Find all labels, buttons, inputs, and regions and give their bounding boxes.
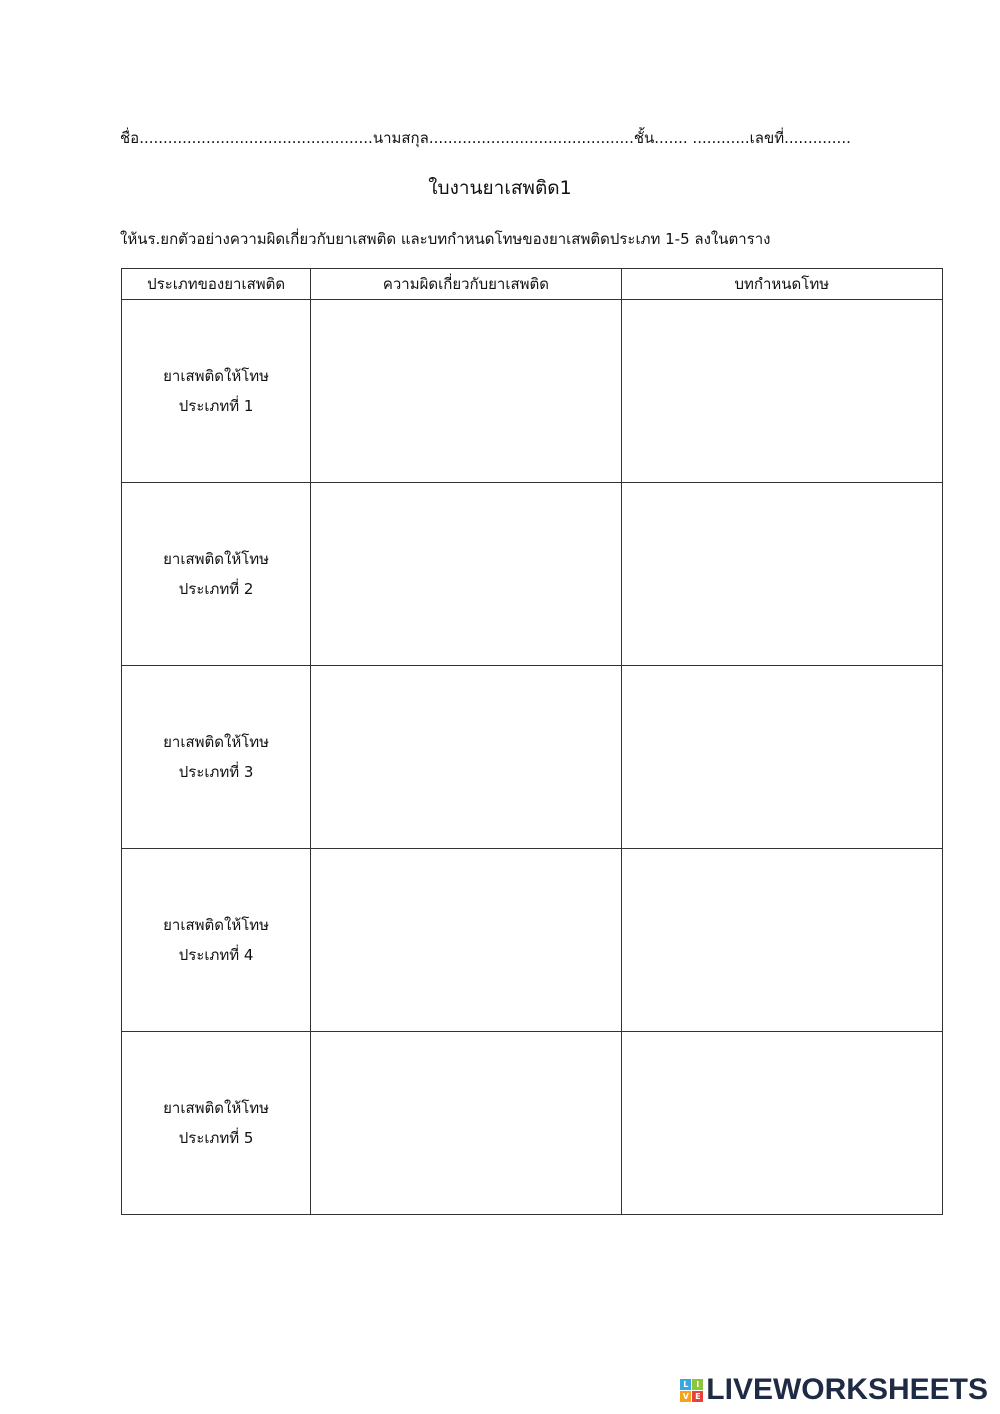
offense-answer-cell[interactable] xyxy=(311,849,621,1032)
penalty-answer-cell[interactable] xyxy=(621,300,942,483)
header-drug-type: ประเภทของยาเสพติด xyxy=(122,269,311,300)
drug-type-label: ยาเสพติดให้โทษ xyxy=(163,916,270,934)
badge-letter: L xyxy=(680,1379,691,1390)
drug-type-cell xyxy=(122,483,311,666)
drug-category-label: ประเภทที่ 3 xyxy=(178,763,254,781)
page-title: ใบงานยาเสพติด1 xyxy=(428,177,572,199)
drug-type-label: ยาเสพติดให้โทษ xyxy=(163,1099,270,1117)
table-row xyxy=(122,849,943,1032)
drug-category-label: ประเภทที่ 1 xyxy=(178,397,254,415)
logo-wordmark: LIVEWORKSHEETS xyxy=(706,1373,988,1406)
table-header-row xyxy=(122,269,943,300)
penalty-answer-cell[interactable] xyxy=(621,666,942,849)
header-penalty: บทกำหนดโทษ xyxy=(621,269,942,300)
badge-letter: V xyxy=(680,1391,691,1402)
offense-answer-cell[interactable] xyxy=(311,483,621,666)
table-row xyxy=(122,1032,943,1215)
offense-answer-cell[interactable] xyxy=(311,300,621,483)
header-offense: ความผิดเกี่ยวกับยาเสพติด xyxy=(311,269,621,300)
penalty-answer-cell[interactable] xyxy=(621,1032,942,1215)
drug-category-label: ประเภทที่ 4 xyxy=(178,946,254,964)
table-row xyxy=(122,300,943,483)
drug-type-cell xyxy=(122,849,311,1032)
drug-type-cell xyxy=(122,300,311,483)
drug-category-label: ประเภทที่ 2 xyxy=(178,580,254,598)
penalty-answer-cell[interactable] xyxy=(621,483,942,666)
student-info-line: ชื่อ.................................................นามสกุล...........................................ชั้น....... ............เลขที่.............. xyxy=(120,129,851,147)
table-row xyxy=(122,483,943,666)
drug-type-cell xyxy=(122,1032,311,1215)
table-row xyxy=(122,666,943,849)
liveworksheets-logo xyxy=(680,1374,988,1406)
offense-answer-cell[interactable] xyxy=(311,666,621,849)
drug-type-label: ยาเสพติดให้โทษ xyxy=(163,367,270,385)
drug-type-cell xyxy=(122,666,311,849)
instruction-text: ให้นร.ยกตัวอย่างความผิดเกี่ยวกับยาเสพติด และบทกำหนดโทษของยาเสพติดประเภท 1-5 ลงในตาราง xyxy=(120,230,771,248)
drug-type-label: ยาเสพติดให้โทษ xyxy=(163,733,270,751)
drug-type-label: ยาเสพติดให้โทษ xyxy=(163,550,270,568)
drug-category-label: ประเภทที่ 5 xyxy=(178,1129,254,1147)
badge-letter: E xyxy=(692,1391,703,1402)
worksheet-table xyxy=(121,268,943,1215)
live-badge-icon xyxy=(680,1379,703,1402)
offense-answer-cell[interactable] xyxy=(311,1032,621,1215)
badge-letter: I xyxy=(692,1379,703,1390)
penalty-answer-cell[interactable] xyxy=(621,849,942,1032)
